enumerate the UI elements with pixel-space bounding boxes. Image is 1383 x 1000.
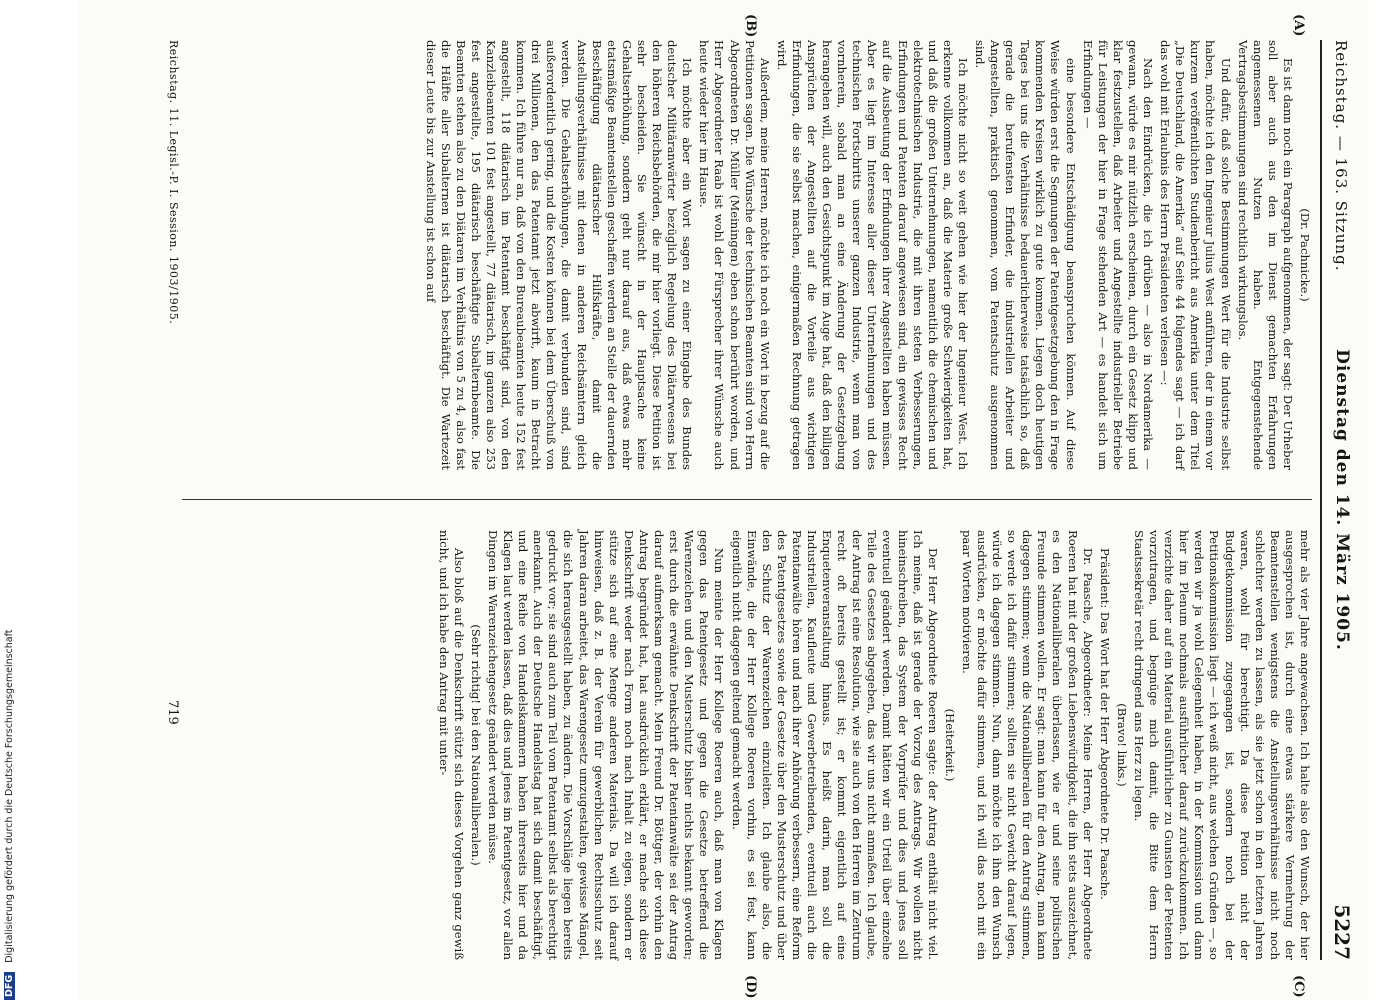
margin-marker-d: (D) [743, 975, 758, 999]
column-divider [182, 499, 1312, 500]
paragraph: mehr als vier Jahre angewachsen. Ich halte also den Wunsch, der hier ausgesprochen ist, durch eine etwas stärkere Vermehrung der Beamtenstellen wenigstens die Anstellungsverhältnisse nicht noch schlechter werden zu lassen, als sie jetzt schon in den letzten Jahren waren, wohl für berechtigt. Da diese Petition nicht der Budgetkommission zugegangen ist, sondern noch bei der Petitionskommission liegt — ich weiß nicht, aus welchen Gründen —, so werden wir ja wohl Gelegenheit haben, in der Kommission und dann hier im Plenum nochmals ausführlicher darauf zurückzukommen. Ich verzichte daher auf ein Material ausführlicher zu Gunsten der Petenten vorzutragen, und begnüge mich damit, die Bitte dem Herrn Staatssekretär recht dringend ans Herz zu legen. [1131, 530, 1312, 960]
scanned-page [78, 0, 1368, 1000]
header-rule [1320, 40, 1322, 960]
paragraph: Außerdem, meine Herren, möchte ich noch ein Wort in bezug auf die Petitionen sagen. Die Wünsche der technischen Beamten sind von Herrn Abgeordneten Dr. Müller (Meiningen) eben schon berührt worden, und Herr Abgeordneter Raab ist wohl der Fürsprecher ihrer Wünsche auch heute wieder hier im Hause. [697, 40, 772, 470]
header-left: Reichstag. — 163. Sitzung. [1332, 40, 1350, 272]
left-column [421, 40, 1312, 470]
dfg-logo: DFG [4, 972, 15, 1000]
paragraph: Der Herr Abgeordnete Roeren sagte: der Antrag enthält nicht viel. Ich meine, daß ist gerade der Vorzug des Antrags. Wir wollen nicht hineinschreiben, das System der Vorprüfer und dies und jenes soll eventuell geändert werden. Damit hätten wir ein Urteil über einzelne Teile des Gesetzes abgegeben, das wir uns nicht anmaßen. Ich glaube, der Antrag ist eine Resolution, wie sie auch von den Herren im Zentrum recht oft bereits gestellt ist; er kommt eigentlich auf eine Enquetenveranstaltung hinaus. Es heißt darin, man soll die Industriellen, Kaufleute und Gewerbetreibenden, eventuell auch die Patentanwälte hören und nach ihrer Anhörung verbessern, eine Reform des Patentgesetzes sowie der Gesetze über den Musterschutz und über den Schutz der Warenzeichen einzuleiten. Ich glaube also, die Einwände, die der Herr Kollege Roeren vorhin, es sei fest, kann eigentlich nicht dagegen geltend gemacht werden. [729, 530, 940, 960]
paragraph: Es ist dann noch ein Paragraph aufgenommen, der sagt: Der Urheber soll aber auch aus den im Dienst gemachten Erfahrungen angemessenen Nutzen haben. Entgegenstehende Vertragsbestimmungen sind rechtlich wirkungslos. [1235, 40, 1295, 470]
paragraph: Nun meinte der Herr Kollege Roeren auch, daß man von Klagen gegen das Patentgesetz und gegen die Gesetze betreffend die Warenzeichen und den Musterschutz bisher nichts bekannt geworden; erst durch die erwähnte Denkschrift der Patentanwälte sei der Antrag darauf aufmerksam gemacht. Mein Freund Dr. Böttger, der vorhin den Antrag begründet hat, hat ausdrücklich erklärt, er mache sich diese Denkschrift weder nach Form noch nach Inhalt zu eigen, sondern er stütze sich auf eine Menge anderen Materials. Da will ich darauf hinweisen, daß z. B. der Verein für gewerblichen Rechtsschutz seit Jahren daran arbeitet, das Warengesetz umzugestalten, gewisse Mängel, die sich herausgestellt haben, zu ändern. Die Vorschläge liegen bereits gedruckt vor; sie sind auch zum Teil vom Patentamt selbst als berechtigt anerkannt. Auch der Deutsche Handelstag hat sich damit beschäftigt, und eine Reihe von Handelskammern haben ihrerseits hier und da Klagen laut werden lassen, daß dies und jenes im Patentgesetz, vor allen Dingen im Warenzeichengesetz geändert werden müsse. [486, 530, 727, 960]
footer-session: Reichstag. 11. Legisl.-P. I. Session. 1903/1905. [167, 40, 180, 325]
quote-paragraph: Nach den Eindrücken, die ich drüben — also in Nordamerika — gewann, würde es mir nützlich erscheinen, durch ein Gesetz klipp und klar festzustellen, daß Arbeiter und Angestellte industrieller Betriebe für Leistungen der hier in Frage stehenden Art — es handelt sich um Erfindungen — [1080, 40, 1156, 470]
applause-note: (Bravo! links.) [1114, 703, 1129, 787]
paragraph: Und dafür, daß solche Bestimmungen Wert für die Industrie selbst haben, möchte ich den Ingenieur Julius West anführen, der in einem vor kurzem veröffentlichten Studienbericht aus Amerika unter dem Titel „Die Deutschland, die Amerika“ auf Seite 44 folgendes sagt — ich darf das wohl mit Erlaubnis des Herrn Präsidenten verlesen —: [1158, 40, 1233, 470]
margin-marker-b: (B) [743, 14, 758, 38]
footer-page-number: 719 [165, 700, 180, 725]
margin-marker-a: (A) [1291, 14, 1306, 37]
header-date: Dienstag den 14. März 1905. [1332, 349, 1352, 651]
paragraph: Ich möchte aber ein Wort sagen zu einer Eingabe des Bundes deutscher Militäranwärter bezüglich Regelung des Diätarwesens bei den höheren Reichsbehörden, die mir hier vorliegt. Diese Petition ist sehr bescheiden. Sie wünscht in der Hauptsache keine Gehaltserhöhung, sondern geht nur darauf aus, daß etwas mehr etatsmäßige Beamtenstellen geschaffen werden an Stelle der dauernden Beschäftigung diätarischer Hilfskräfte, damit die Anstellungsverhältnisse mit denen in anderen Reichsämtern gleich werden. Die Gehaltserhöhungen, die damit verbunden sind, sind außerordentlich gering, und die Kosten können bei dem Überschuß von drei Millionen, den das Patentamt jetzt abwirft, kaum in Betracht kommen. Ich führe nur an, daß von den Bureaubeamten heute 152 fest angestellt, 118 diätarisch im Patentamt beschäftigt sind, von den Kanzleibeamten 101 fest angestellt, 77 diätarisch, im ganzen also 253 fest angestellte, 195 diätarisch beschäftigte Subalternbeamte. Die Beamten stehen also zu den Diätaren im Verhältnis von 5 zu 4, also fast die Hälfte aller Subalternen ist diätarisch beschäftigt. Die Wartezeit dieser Leute bis zur Anstellung ist schon auf [423, 40, 695, 470]
approval-note: (Sehr richtig! bei den Nationalliberalen.) [468, 624, 483, 866]
margin-marker-c: (C) [1291, 975, 1306, 998]
header-page-number: 5227 [1330, 904, 1354, 960]
speech-paragraph: Dr. Paasche, Abgeordneter: Meine Herren, der Herr Abgeordnete Roeren hat mit der großen Liebenswürdigkeit, die ihn stets auszeichnet, es den Nationalliberalen überlassen, wie er und seine politischen Freunde stimmen wollen. Er sagt: man kann für den Antrag, man kann dagegen stimmen; wenn die Nationalliberalen für den Antrag stimmen, so werde ich dafür stimmen; sollten sie nicht Gewicht darauf legen, würde ich dagegen stimmen. Nun, dann möchte ich ihm den Wunsch ausdrücken, er möchte dafür stimmen, und ich will das noch mit ein paar Worten motivieren. [959, 530, 1095, 960]
laughter-note: (Heiterkeit.) [942, 708, 957, 782]
speaker-note: (Dr. Pachnicke.) [1298, 208, 1312, 302]
paragraph: Ich möchte nicht so weit gehen wie hier der Ingenieur West. Ich erkenne vollkommen an, daß die Materie große Schwierigkeiten hat, und daß die großen Unternehmungen, namentlich die chemischen und elektrotechnischen Industrie, die mit ihren steten Verbesserungen, Erfindungen und Patenten darauf angewiesen sind, ein gewisses Recht auf die Ausbeutung der Erfindungen ihrer Angestellten haben müssen. Aber es liegt im Interesse aller dieser Unternehmungen und des technischen Fortschritts unserer ganzen Industrie, wenn man von vornherein, sobald man an eine Änderung der Gesetzgebung herangehen will, auch den Gesichtspunkt im Auge hat, daß den billigen Ansprüchen der Angestellten auf die Vorteile aus wichtigen Erfindungen, die sie selbst machen, einigermaßen Rechnung getragen wird. [774, 40, 970, 470]
paragraph: Also bloß auf die Denkschrift stützt sich dieses Vorgehen ganz gewiß nicht, und ich habe den Antrag mit unter- [436, 530, 466, 960]
credit-text: Digitalisierung gefördert durch die Deutsche Forschungsgemeinschaft [4, 629, 15, 963]
digitization-credit [4, 0, 18, 1000]
right-column [434, 530, 1312, 960]
page-header [1326, 40, 1356, 960]
president-line: Präsident: Das Wort hat der Herr Abgeordnete Dr. Paasche. [1097, 548, 1112, 900]
quote-paragraph: eine besondere Entschädigung beanspruchen können. Auf diese Weise würden erst die Segnungen der Patentgesetzgebung den in Frage kommenden Kreisen wirklich zu gute kommen. Liegen doch heutigen Tages bei uns die Verhältnisse bedauerlicherweise tatsächlich so, daß gerade die berufensten Erfinder, die industriellen Arbeiter und Angestellten, praktisch genommen, vom Patentschutz ausgenommen sind. [973, 40, 1078, 470]
